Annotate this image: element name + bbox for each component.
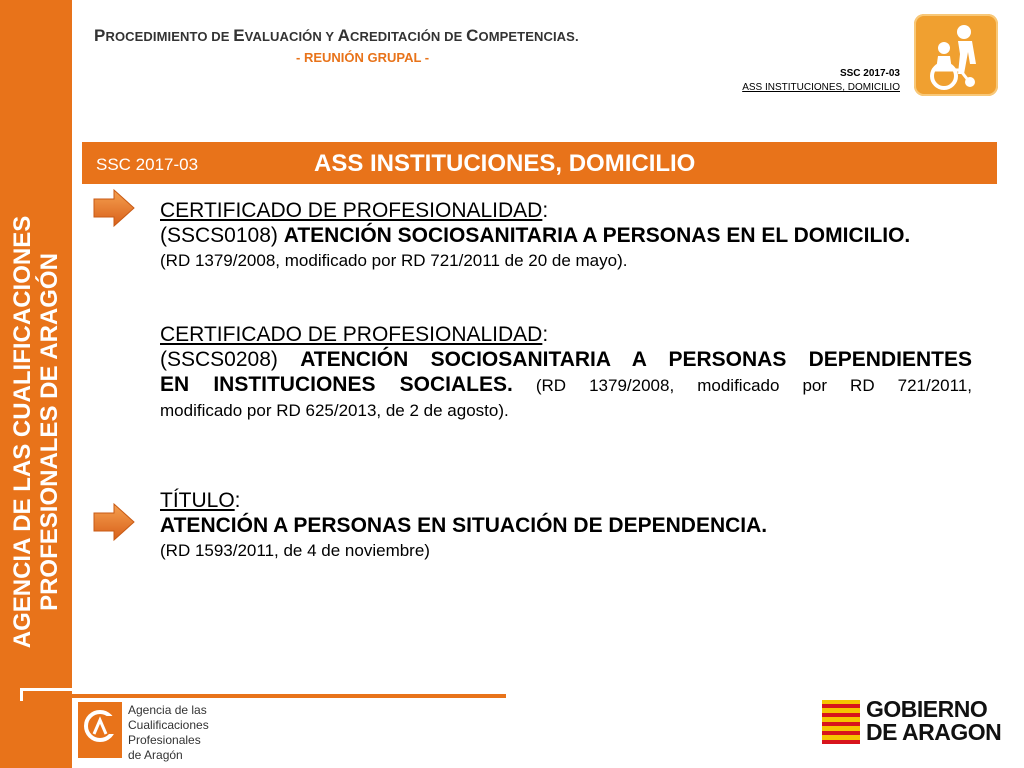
- caregiver-icon: [914, 14, 998, 96]
- block1-title: [160, 223, 972, 248]
- certificate-block-2: [160, 322, 972, 423]
- block2-title-line-1: [160, 347, 972, 372]
- block1-name: ATENCIÓN SOCIOSANITARIA A PERSONAS EN EL DOMICILIO.: [283, 224, 911, 247]
- header-name: ASS INSTITUCIONES, DOMICILIO: [742, 82, 900, 93]
- block2-ref: modificado por RD 625/2013, de 2 de agosto).: [160, 401, 509, 420]
- title-initial-2: E: [233, 26, 245, 45]
- title-rest-4: OMPETENCIAS.: [478, 29, 579, 44]
- block1-ref: (RD 1379/2008, modificado por RD 721/2011 de 20 de mayo).: [160, 251, 628, 270]
- block2-code: (SSCS0208): [160, 348, 301, 371]
- banner-code: SSC 2017-03: [96, 155, 199, 174]
- page-title: [94, 26, 579, 46]
- aragon-flag-icon: [822, 700, 860, 744]
- government-name: GOBIERNO DE ARAGON: [866, 696, 1002, 745]
- title-block: [160, 488, 972, 563]
- title-rest-2: VALUACIÓN Y: [244, 29, 338, 44]
- title-rest-1: ROCEDIMIENTO DE: [105, 29, 234, 44]
- block3-name: ATENCIÓN A PERSONAS EN SITUACIÓN DE DEPENDENCIA.: [160, 514, 768, 537]
- block3-heading: TÍTULO:: [160, 489, 241, 512]
- title-initial-1: P: [94, 26, 106, 45]
- block2-name-line-1: ATENCIÓN SOCIOSANITARIA A PERSONAS DEPENDIENTES: [300, 348, 972, 371]
- arrow-right-icon: [92, 502, 136, 542]
- banner-title: ASS INSTITUCIONES, DOMICILIO: [314, 150, 696, 177]
- block2-ref-inline: (RD 1379/2008, modificado por RD 721/2011,: [512, 376, 973, 395]
- header-code: SSC 2017-03: [839, 68, 900, 79]
- page-subtitle: - REUNIÓN GRUPAL -: [296, 50, 430, 65]
- title-initial-3: A: [337, 26, 350, 45]
- footer-divider: [72, 694, 506, 698]
- section-banner: [82, 142, 997, 184]
- block2-name-line-2: EN INSTITUCIONES SOCIALES.: [160, 373, 513, 396]
- sidebar-divider-tick: [20, 688, 23, 701]
- agency-name: Agencia de las Cualificaciones Profesionales de Aragón: [128, 703, 209, 762]
- arrow-right-icon: [92, 188, 136, 228]
- sidebar-text: [0, 0, 72, 768]
- title-rest-3: CREDITACIÓN DE: [350, 29, 467, 44]
- agency-logo-icon: [78, 702, 122, 758]
- sidebar-line-2: PROFESIONALES DE ARAGÓN: [36, 253, 63, 611]
- block1-heading: CERTIFICADO DE PROFESIONALIDAD:: [160, 199, 549, 222]
- block3-ref: (RD 1593/2011, de 4 de noviembre): [160, 541, 430, 560]
- certificate-block-1: [160, 198, 972, 273]
- block2-heading: CERTIFICADO DE PROFESIONALIDAD:: [160, 323, 549, 346]
- block2-title-line-2: [160, 372, 972, 398]
- block1-code: (SSCS0108): [160, 224, 284, 247]
- sidebar-divider: [22, 688, 72, 691]
- sidebar-line-1: AGENCIA DE LAS CUALIFICACIONES: [9, 215, 36, 649]
- title-initial-4: C: [466, 26, 479, 45]
